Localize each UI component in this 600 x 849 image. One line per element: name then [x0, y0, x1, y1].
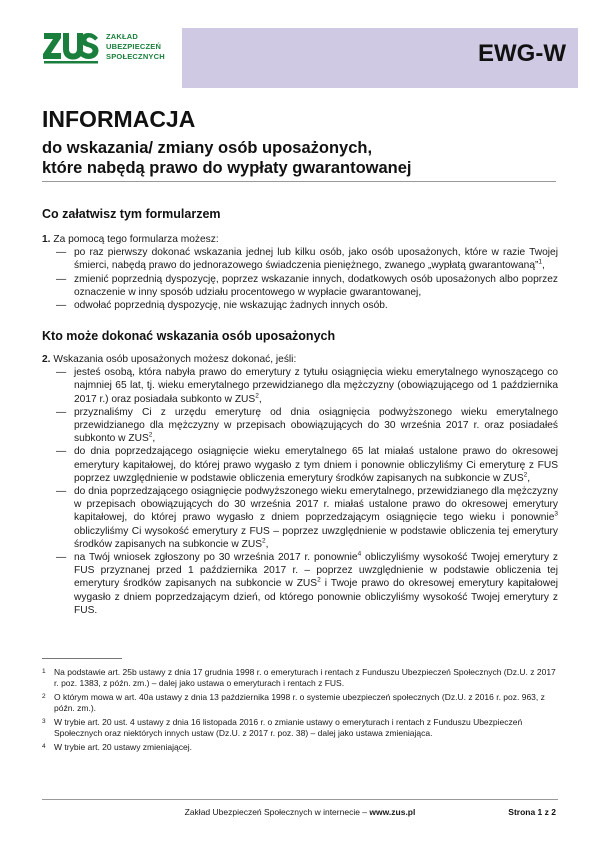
logo-text-line: UBEZPIECZEŃ [106, 42, 162, 51]
section1-intro [42, 233, 558, 246]
list-item [42, 406, 558, 446]
footnote-ref: 2 [262, 537, 266, 545]
list-item [42, 445, 558, 485]
list-item [42, 366, 558, 406]
intro-text: Za pomocą tego formularza możesz: [53, 234, 219, 245]
dash-marker: — [56, 486, 67, 498]
list-item-text: jesteś osobą, która nabyła prawo do emerytury z tytułu osiągnięcia wieku emerytalnego wynoszącego co najmniej 65 lat, tj. wieku emerytalnego przewidzianego dla mężczyzny (obowiązującego od 1 października 2017 r.) oraz posiadała subkonto w ZUS [74, 367, 558, 405]
list-item-text: , [527, 472, 531, 484]
dash-marker: — [56, 446, 67, 458]
list-item-text: po raz pierwszy dokonać wskazania jednej lub kilku osób, jako osób uposażonych, które w razie Twojej śmierci, nabędą prawo do jednorazowego świadczenia pieniężnego, zwanego „wypłatą gwarantowaną” [74, 247, 558, 272]
page-title: INFORMACJA [42, 106, 196, 132]
list-item [42, 246, 558, 272]
form-code: EWG-W [478, 40, 566, 67]
website-link[interactable]: www.zus.pl [369, 807, 416, 817]
item-number: 1. [42, 234, 51, 245]
zus-logo [42, 30, 182, 74]
list-item-text: do dnia poprzedzającego osiągnięcie podwyższonego wieku emerytalnego, przewidzianego dla mężczyzny w przepisach obowiązujących do 30 września 2017 r. miałaś ustalone prawo do okresowej emerytury kapitałowej, do której prawo wygasło z dniem poprzedzającym osiągnięcie tego wieku i ponownie [74, 486, 558, 524]
footnote-ref: 2 [523, 471, 528, 479]
logo-text-line: ZAKŁAD [106, 32, 139, 41]
list-item-text: odwołać poprzednią dyspozycję, nie wskazując żadnych innych osób. [74, 300, 388, 312]
footnote-number: 3 [42, 718, 46, 725]
footnote-text: O którym mowa w art. 40a ustawy z dnia 13 października 1998 r. o systemie ubezpieczeń społecznych (Dz.U. z 2016 r. poz. 963, z późn. zm.). [54, 692, 545, 713]
list-item-text: zmienić poprzednią dyspozycję, poprzez wskazanie innych, dodatkowych osób uposażonych albo poprzez oznaczenie w inny sposób udziału procentowego w wypłacie gwarantowanej, [74, 273, 558, 298]
list-item-text: obliczyliśmy wysokość Twojej emerytury z FUS przyznanej przed 1 października 2017 r. – poprzez uwzględnienie w podstawie obliczenia tej emerytury środków zapisanych na subkoncie w ZUS [74, 552, 558, 590]
list-item-text: , [152, 433, 156, 445]
list-item-text: , [258, 393, 262, 405]
footnote-ref: 2 [148, 431, 153, 439]
logo-text [106, 32, 165, 62]
dash-marker: — [56, 247, 67, 259]
section2-intro [42, 353, 558, 366]
list-item-text: , [265, 538, 269, 550]
footnote-number: 4 [42, 743, 46, 750]
dash-marker: — [56, 300, 67, 312]
dash-marker: — [56, 367, 67, 379]
footnote-ref: 1 [538, 259, 543, 267]
footnote-ref: 3 [554, 511, 558, 519]
item-number: 2. [42, 354, 51, 365]
dash-marker: — [56, 273, 67, 285]
footnote-text: W trybie art. 20 ustawy zmieniającej. [54, 742, 192, 752]
footnote-ref: 2 [317, 577, 321, 585]
section1-heading: Co załatwisz tym formularzem [42, 207, 221, 221]
footnote-ref: 2 [255, 392, 259, 400]
footer-prefix: Zakład Ubezpieczeń Społecznych w internecie – [184, 807, 370, 817]
footnote-ref: 4 [357, 550, 362, 558]
page-number: Strona 1 z 2 [508, 807, 556, 817]
list-item-text: obliczyliśmy Ci wysokość emerytury z FUS – poprzez uwzględnienie w podstawie obliczenia tej emerytury środków zapisanych na subkoncie w ZUS [74, 525, 558, 550]
section1-body [42, 233, 558, 312]
list-item-text: , [542, 260, 545, 272]
intro-text: Wskazania osób uposażonych możesz dokonać, jeśli: [53, 354, 297, 365]
subtitle-line: które nabędą prawo do wypłaty gwarantowanej [42, 159, 412, 177]
section2-heading: Kto może dokonać wskazania osób uposażonych [42, 329, 336, 343]
list-item-text: przyznaliśmy Ci z urzędu emeryturę od dnia osiągnięcia podwyższonego wieku emerytalnego przewidzianego dla mężczyzny w przepisach obowiązujących do 30 września 2017 r. oraz posiadałeś subkonto w ZUS [74, 406, 558, 445]
list-item [42, 299, 558, 312]
subtitle-line: do wskazania/ zmiany osób uposażonych, [42, 139, 373, 157]
footnote [42, 717, 558, 739]
footnote-text: Na podstawie art. 25b ustawy z dnia 17 grudnia 1998 r. o emeryturach i rentach z Funduszu Ubezpieczeń Społecznych (Dz.U. z 2017 r. poz. 1383, z późn. zm.) – dalej jako ustawa o emeryturach i rentach z FUS. [54, 667, 556, 688]
list-item [42, 485, 558, 551]
footnote [42, 742, 558, 753]
footnote-number: 1 [42, 668, 46, 675]
footnote-number: 2 [42, 693, 46, 700]
list-item-text: na Twój wniosek zgłoszony po 30 września 2017 r. ponownie [74, 552, 358, 564]
section2-body [42, 353, 558, 617]
list-item-text: i Twoje prawo do okresowej emerytury kapitałowej wygasło z dniem poprzedzającym dzień, od którego ponownie obliczyliśmy wysokość Twojej emerytury z FUS. [74, 578, 558, 616]
footnote-text: W trybie art. 20 ust. 4 ustawy z dnia 16 listopada 2016 r. o zmianie ustawy o emeryturach i rentach z Funduszu Ubezpieczeń Społecznych oraz niektórych innych ustaw (Dz.U. z 2017 r. poz. 38) – dalej jako ustawa zmieniająca. [54, 717, 523, 738]
zus-logo-icon [42, 30, 100, 66]
logo-text-line: SPOŁECZNYCH [106, 52, 165, 61]
list-item [42, 273, 558, 299]
footnotes [42, 667, 558, 756]
dash-marker: — [56, 552, 67, 564]
footer-divider [42, 799, 558, 800]
footnote [42, 667, 558, 689]
page-subtitle [42, 138, 412, 178]
list-item-text: do dnia poprzedzającego osiągnięcie wieku emerytalnego 65 lat miałaś ustalone prawo do okresowej emerytury kapitałowej, do której prawo wygasło z tym dniem i ponownie obliczyliśmy Ci emeryturę z FUS poprzez uwzględnienie w podstawie obliczenia emerytury środków zapisanych na subkoncie w ZUS [74, 446, 558, 484]
dash-marker: — [56, 406, 67, 418]
list-item [42, 551, 558, 617]
title-divider [42, 181, 556, 182]
footnote [42, 692, 558, 714]
footnote-divider [42, 658, 122, 659]
